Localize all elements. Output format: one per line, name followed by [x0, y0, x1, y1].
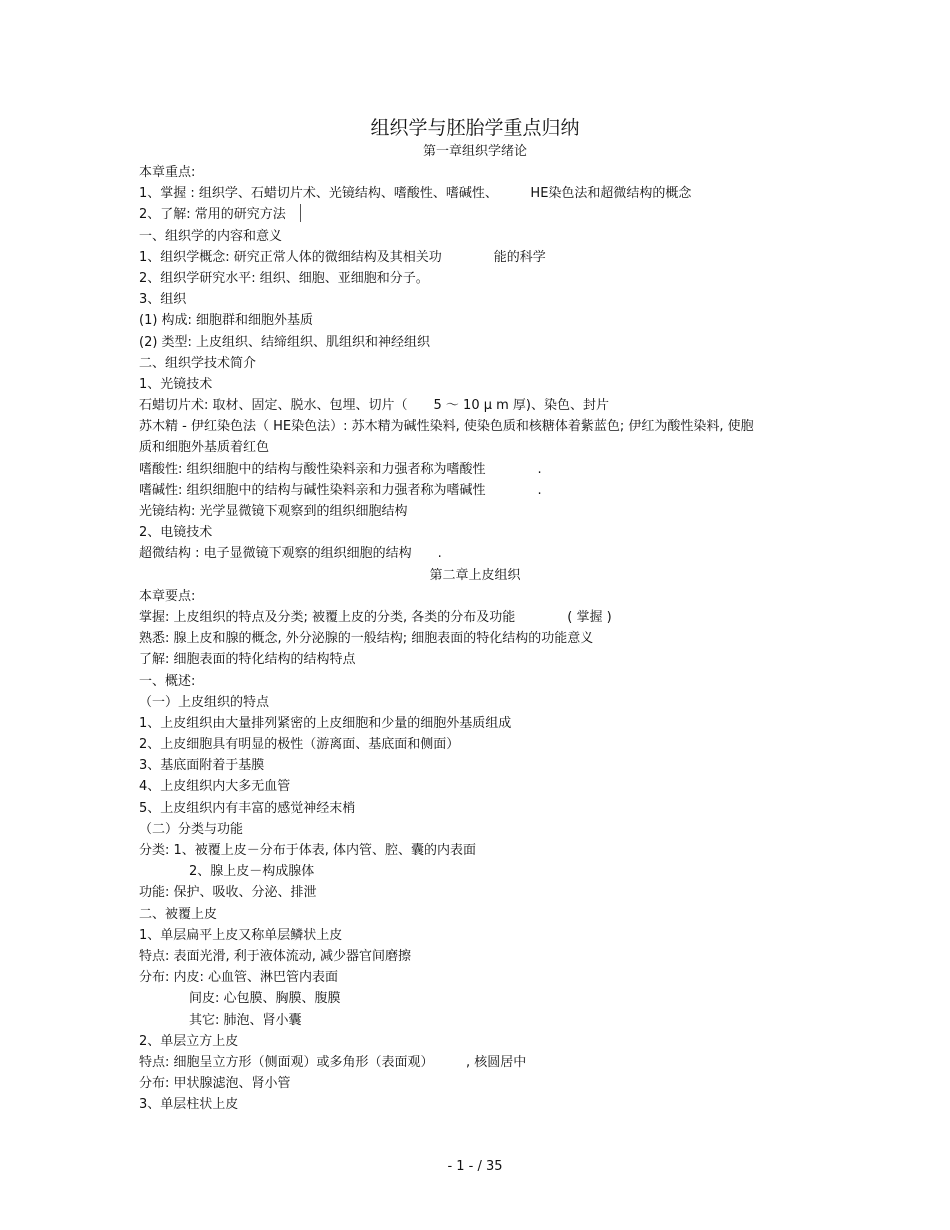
text-line: 本章要点: — [139, 588, 196, 604]
text-line-indented: 间皮: 心包膜、胸膜、腹膜 — [189, 991, 341, 1007]
text-cursor — [300, 204, 301, 222]
text-line: 特点: 细胞呈立方形（侧面观）或多角形（表面观） , 核圆居中 — [139, 1054, 527, 1070]
text-line: 二、被覆上皮 — [139, 906, 218, 922]
text-line: 超微结构 : 电子显微镜下观察的组织细胞的结构 . — [139, 546, 442, 562]
text-line: 分类: 1、被覆上皮－分布于体表, 体内管、腔、囊的内表面 — [139, 843, 477, 859]
text-line: 1、单层扁平上皮又称单层鳞状上皮 — [139, 927, 343, 943]
text-line-indented: 其它: 肺泡、肾小囊 — [189, 1012, 302, 1028]
text-line: 石蜡切片术: 取材、固定、脱水、包埋、切片（ 5 ～ 10 μ m 厚)、染色、封片 — [139, 398, 609, 414]
text-line: 2、上皮细胞具有明显的极性（游离面、基底面和侧面） — [139, 737, 460, 753]
text-line: (2) 类型: 上皮组织、结缔组织、肌组织和神经组织 — [139, 334, 431, 350]
text-line: 嗜酸性: 组织细胞中的结构与酸性染料亲和力强者称为嗜酸性 . — [139, 461, 542, 477]
text-line: (1) 构成: 细胞群和细胞外基质 — [139, 313, 314, 329]
text-line: 本章重点: — [139, 165, 196, 180]
text-line: 2、单层立方上皮 — [139, 1033, 239, 1049]
text-line: 掌握: 上皮组织的特点及分类; 被覆上皮的分类, 各类的分布及功能 ( 掌握 ) — [139, 609, 612, 625]
text-line: （一）上皮组织的特点 — [139, 694, 270, 710]
text-line: 光镜结构: 光学显微镜下观察到的组织细胞结构 — [139, 504, 408, 520]
text-line: 1、掌握 : 组织学、石蜡切片术、光镜结构、嗜酸性、嗜碱性、 HE染色法和超微结构的概念 — [139, 186, 692, 202]
text-line: 功能: 保护、吸收、分泌、排泄 — [139, 885, 317, 901]
text-line: 1、上皮组织由大量排列紧密的上皮细胞和少量的细胞外基质组成 — [139, 715, 512, 731]
text-line: 3、单层柱状上皮 — [139, 1097, 239, 1113]
text-line: 一、组织学的内容和意义 — [139, 228, 283, 244]
text-line-content: 2、了解: 常用的研究方法 — [139, 207, 286, 223]
text-paragraph: 苏木精 - 伊红染色法（ HE染色法）: 苏木精为碱性染料, 使染色质和核糖体着紫蓝色; 伊红为酸性染料, 使胞质和细胞外基质着红色 — [139, 419, 754, 456]
text-line: 1、光镜技术 — [139, 376, 213, 392]
text-line: 特点: 表面光滑, 利于液体流动, 减少器官间磨擦 — [139, 948, 412, 964]
text-line: 3、基底面附着于基膜 — [139, 758, 265, 774]
text-line: 嗜碱性: 组织细胞中的结构与碱性染料亲和力强者称为嗜碱性 . — [139, 482, 542, 498]
text-line: （二）分类与功能 — [139, 821, 244, 837]
text-line: 1、组织学概念: 研究正常人体的微细结构及其相关功 能的科学 — [139, 249, 546, 265]
chapter-1-heading: 第一章组织学绪论 — [422, 144, 527, 159]
text-line: 熟悉: 腺上皮和腺的概念, 外分泌腺的一般结构; 细胞表面的特化结构的功能意义 — [139, 631, 594, 647]
text-line: 二、组织学技术简介 — [139, 355, 257, 371]
text-line: 3、组织 — [139, 292, 187, 308]
text-line-indented: 2、腺上皮－构成腺体 — [189, 864, 315, 880]
chapter-2-heading: 第二章上皮组织 — [429, 567, 521, 583]
text-line: 2、组织学研究水平: 组织、细胞、亚细胞和分子。 — [139, 270, 429, 286]
document-title: 组织学与胚胎学重点归纳 — [370, 117, 580, 139]
text-line: 4、上皮组织内大多无血管 — [139, 779, 291, 795]
text-line: 分布: 甲状腺滤泡、肾小管 — [139, 1076, 291, 1092]
text-line: 2、电镜技术 — [139, 525, 213, 541]
page-number: - 1 - / 35 — [447, 1159, 503, 1174]
text-line: 5、上皮组织内有丰富的感觉神经末梢 — [139, 800, 356, 816]
text-line: 了解: 细胞表面的特化结构的结构特点 — [139, 652, 356, 668]
text-line — [139, 204, 779, 225]
text-line: 分布: 内皮: 心血管、淋巴管内表面 — [139, 970, 339, 986]
text-line: 一、概述: — [139, 673, 196, 689]
document-body — [139, 162, 779, 1115]
